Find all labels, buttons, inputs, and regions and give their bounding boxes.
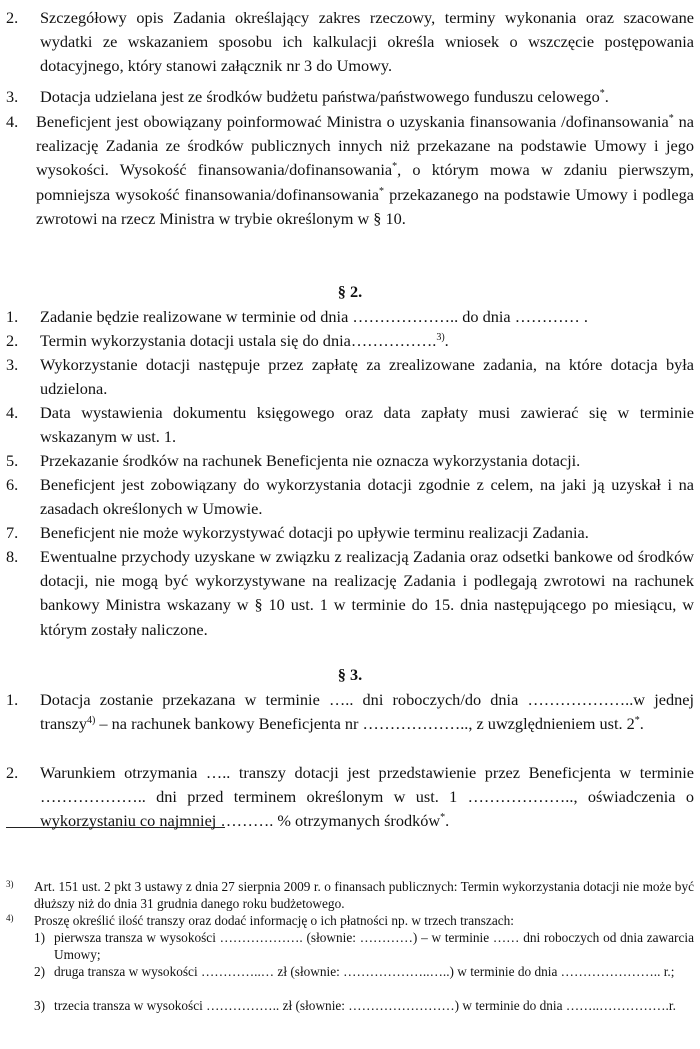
section2-item-2: [6, 329, 694, 353]
footnote-separator: [6, 827, 225, 828]
footnote-mark: 4): [6, 913, 14, 923]
item-text: Data wystawienia dokumentu księgowego oraz data zapłaty musi zawierać się w terminie wskazanym w ust. 1.: [40, 403, 694, 447]
item-number: 6.: [6, 475, 19, 494]
subitem-text: pierwsza transza w wysokości ………………. (słownie: …………) – w terminie …… dni roboczych od dnia zawarcia Umowy;: [54, 930, 694, 962]
section2-item-1: [6, 305, 694, 329]
section2-item-7: [6, 521, 694, 545]
footnote-4-subitem-1: [6, 930, 694, 964]
subitem-text: druga transza w wysokości …………..… zł (słownie: ………………..…..) w terminie do dnia ………………….. r.;: [54, 964, 675, 979]
item-text: Zadanie będzie realizowane w terminie od dnia ……………….. do dnia ………… .: [40, 307, 588, 326]
section2-item-3: [6, 353, 694, 401]
item-text: , o którym mowa w zdaniu pierwszym, pomniejsza wysokość finansowania/dofinansowania: [36, 160, 695, 204]
subitem-number: 1): [34, 930, 46, 945]
item-text: na realizację Zadania ze środków publicznych innych niż przekazane na podstawie Umowy i jego wysokości. Wysokość finansowania/dofinansowania: [36, 112, 695, 180]
item-text: Dotacja zostanie przekazana w terminie ….. dni roboczych/do dnia ………………..w jednej transzy: [40, 690, 694, 734]
footnote-ref: *: [440, 812, 446, 824]
item-number: 7.: [6, 523, 19, 542]
subitem-number: 2): [34, 964, 46, 979]
item-text: – na rachunek bankowy Beneficjenta nr ……………….., z uwzględnieniem ust. 2: [95, 714, 635, 734]
section3-item-1: [6, 688, 694, 736]
footnote-mark: 3): [6, 879, 14, 889]
footnote-ref: *: [392, 161, 398, 173]
footnote-3: [6, 879, 694, 913]
item-number: 3.: [6, 355, 19, 374]
section2-item-6: [6, 473, 694, 521]
item-number: 1.: [6, 307, 19, 326]
item-number: 5.: [6, 451, 19, 470]
item-text: Szczegółowy opis Zadania określający zakres rzeczowy, terminy wykonania oraz szacowane wydatki ze wskazaniem sposobu ich kalkulacji określa wniosek o wszczęcie postępowania dotacyjnego, który stanowi załącznik nr 3 do Umowy.: [40, 8, 694, 76]
item-text: Przekazanie środków na rachunek Beneficjenta nie oznacza wykorzystania dotacji.: [40, 451, 581, 470]
item-text: Warunkiem otrzymania ….. transzy dotacji jest przedstawienie przez Beneficjenta w terminie ……………….. dni przed terminem określonym w ust. 1 ……………….., oświadczenia o wykorzystaniu co najmniej ………. % otrzymanych środków: [40, 763, 694, 831]
section1-item-3: [6, 85, 694, 109]
footnote-ref: *: [599, 88, 605, 99]
section2-item-5: [6, 449, 694, 473]
item-number: 3.: [6, 87, 19, 106]
item-text: Wykorzystanie dotacji następuje przez zapłatę za zrealizowane zadania, na które dotacja była udzielona.: [40, 355, 694, 399]
footnote-ref: *: [379, 185, 384, 197]
item-text: przekazanego na podstawie Umowy i podlega zwrotowi na rzecz Ministra w trybie określonym w § 10.: [36, 184, 695, 228]
footnote-4: [6, 913, 694, 930]
item-text: Dotacja udzielana jest ze środków budżetu państwa/państwowego funduszu celowego: [40, 87, 600, 106]
section1-item-2: [6, 6, 694, 79]
item-text: Beneficjent nie może wykorzystywać dotacji po upływie terminu realizacji Zadania.: [40, 523, 589, 542]
section2-item-8: [6, 545, 694, 642]
item-number: 2.: [6, 331, 19, 350]
section3-heading: § 3.: [337, 665, 363, 684]
footnote-ref: *: [634, 715, 640, 727]
footnote-text: Proszę określić ilość transzy oraz dodać informację o ich płatności np. w trzech transzach:: [34, 913, 514, 928]
footnote-4-subitem-3: [6, 998, 694, 1015]
footnote-text: Art. 151 ust. 2 pkt 3 ustawy z dnia 27 sierpnia 2009 r. o finansach publicznych: Termin wykorzystania dotacji nie może być dłuższy niż do dnia 31 grudnia danego roku budżetowego.: [34, 879, 694, 911]
item-text-end: .: [639, 714, 644, 734]
item-text-end: .: [604, 87, 609, 106]
footnote-ref: 3): [436, 332, 445, 343]
item-text: Beneficjent jest zobowiązany do wykorzystania dotacji zgodnie z celem, na jaki ją uzyskał i na zasadach określonych w Umowie.: [40, 475, 694, 519]
footnote-ref: 4): [87, 715, 96, 727]
item-text: Termin wykorzystania dotacji ustala się do dnia…………….: [40, 331, 437, 350]
section2-heading: § 2.: [337, 282, 363, 301]
subitem-number: 3): [34, 998, 46, 1013]
section1-item-4: [6, 110, 694, 231]
item-number: 2.: [6, 763, 19, 782]
section2-item-4: [6, 401, 694, 449]
item-text-end: .: [444, 331, 449, 350]
item-text-end: .: [445, 811, 450, 831]
item-number: 4.: [6, 112, 19, 131]
item-number: 2.: [6, 8, 19, 27]
item-number: 1.: [6, 690, 19, 709]
item-text: Ewentualne przychody uzyskane w związku z realizacją Zadania oraz odsetki bankowe od środków dotacji, nie mogą być wykorzystywane na realizację Zadania i podlegają zwrotowi na rachunek bankowy Ministra wskazany w § 10 ust. 1 w terminie do 15. dnia następującego po miesiącu, w którym zostały naliczone.: [40, 547, 694, 639]
footnote-4-subitem-2: [6, 964, 694, 981]
section3-item-2: [6, 761, 694, 834]
item-number: 8.: [6, 547, 19, 566]
item-text: Beneficjent jest obowiązany poinformować Ministra o uzyskania finansowania /dofinansowania: [36, 112, 669, 131]
item-number: 4.: [6, 403, 19, 422]
footnote-ref: *: [668, 113, 674, 124]
subitem-text: trzecia transza w wysokości …………….. zł (słownie: ……………………) w terminie do dnia ……..…………….r.: [54, 998, 676, 1013]
